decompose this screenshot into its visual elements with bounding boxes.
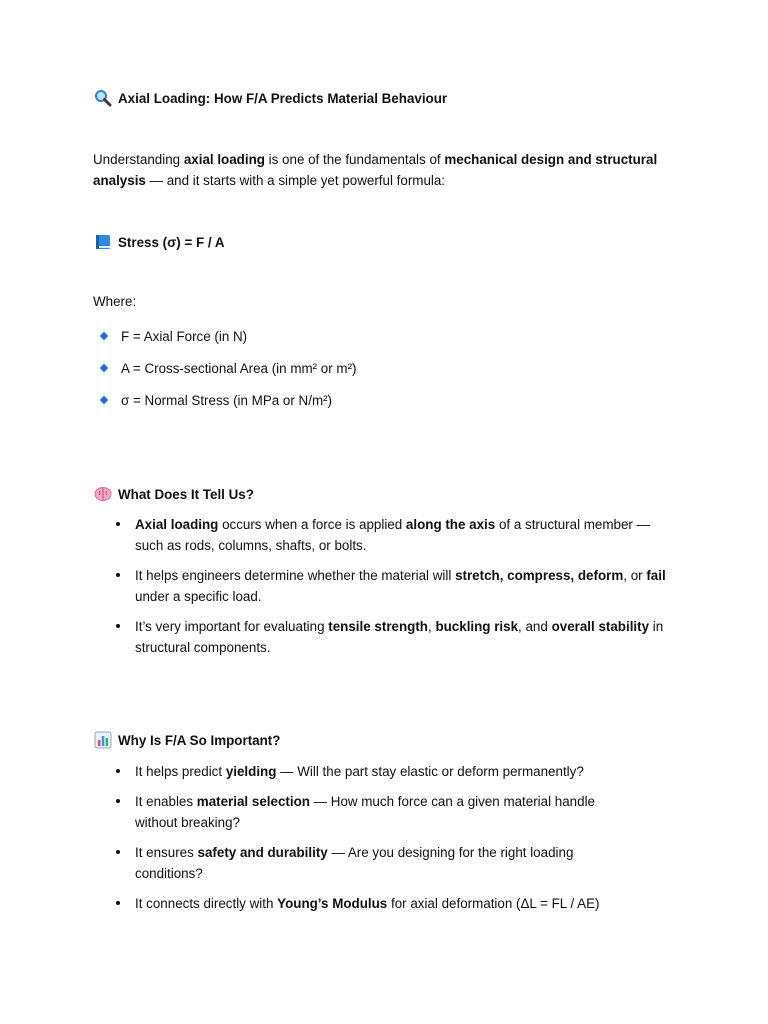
intro-text-1: Understanding [93,152,184,167]
list-item [93,514,675,556]
text: — How much force can a given material handle without breaking? [135,794,595,830]
text: for axial deformation (ΔL = FL / AE) [387,896,600,911]
text: , and [518,619,552,634]
text: It’s very important for evaluating [135,619,329,634]
magnifier-icon [94,89,112,107]
list-item-text [135,514,675,556]
text: It ensures [135,845,198,860]
text: of a structural member — such as rods, columns, shafts, or bolts. [135,517,651,553]
intro-text-2: is one of the fundamentals of [264,152,445,167]
text: It helps engineers determine whether the material will [135,568,456,583]
bold-text: safety and durability [197,845,328,860]
bullet-dot [93,842,139,884]
list-item-text [135,842,615,884]
brain-icon [94,485,112,503]
bold-text: along the axis [405,517,496,532]
list-item [93,761,675,782]
definition-item [93,326,357,346]
intro-text-3: — and it starts with a simple yet powerful formula: [145,173,446,188]
text: It helps predict [135,764,226,779]
definition-item [93,390,357,410]
text: — Are you designing for the right loading conditions? [135,845,574,881]
list-item-text [135,893,675,914]
list-item [93,565,675,607]
bullet-dot [93,616,139,658]
bold-text: Axial loading [135,517,219,532]
list-item-text [135,761,675,782]
bullet-dot [93,761,139,782]
bold-text: fail [646,568,666,583]
list-item-text [135,565,675,607]
diamond-bullet-icon [100,364,108,372]
bullet-dot [93,791,139,833]
list-item [93,616,675,658]
diamond-bullet-icon [100,332,108,340]
text: , or [623,568,647,583]
definition-item [93,358,357,378]
formula-text: Stress (σ) = F / A [118,234,225,250]
text: , [427,619,436,634]
intro-bold-2: mechanical design and structural analysis [93,152,658,188]
bold-text: overall stability [551,619,650,634]
list-item [93,893,675,914]
text: occurs when a force is applied [218,517,406,532]
text: — Will the part stay elastic or deform permanently? [276,764,584,779]
list-item-text [135,791,635,833]
bold-text: Young’s Modulus [277,896,388,911]
bold-text: yielding [225,764,277,779]
list-item-text [135,616,675,658]
definition-text: σ = Normal Stress (in MPa or N/m²) [121,392,333,408]
document-title [94,89,447,107]
list-item [93,791,675,833]
section-heading-why [94,731,280,749]
bullet-dot [93,893,139,914]
section-heading-text: Why Is F/A So Important? [118,732,281,748]
section-heading-text: What Does It Tell Us? [118,486,254,502]
formula-heading [94,233,225,251]
bold-text: buckling risk [435,619,519,634]
why-bullet-list [93,761,675,914]
definition-text: A = Cross-sectional Area (in mm² or m²) [121,360,357,376]
bullet-dot [93,565,139,607]
diamond-bullet-icon [100,396,108,404]
bold-text: tensile strength [328,619,428,634]
where-label: Where: [93,294,137,309]
blue-book-icon [94,233,112,251]
bold-text: stretch, compress, deform [455,568,624,583]
text: in structural components. [135,619,664,655]
text: It connects directly with [135,896,278,911]
intro-bold-1: axial loading [183,152,265,167]
text: It enables [135,794,197,809]
title-text: Axial Loading: How F/A Predicts Material Behaviour [118,90,448,106]
intro-paragraph [93,149,683,191]
text: under a specific load. [135,589,262,604]
list-item [93,842,675,884]
section-heading-what [94,485,254,503]
bullet-dot [93,514,139,556]
definitions-list [93,326,357,410]
what-bullet-list [93,514,675,658]
bar-chart-icon [94,731,112,749]
definition-text: F = Axial Force (in N) [121,328,248,344]
bold-text: material selection [196,794,310,809]
